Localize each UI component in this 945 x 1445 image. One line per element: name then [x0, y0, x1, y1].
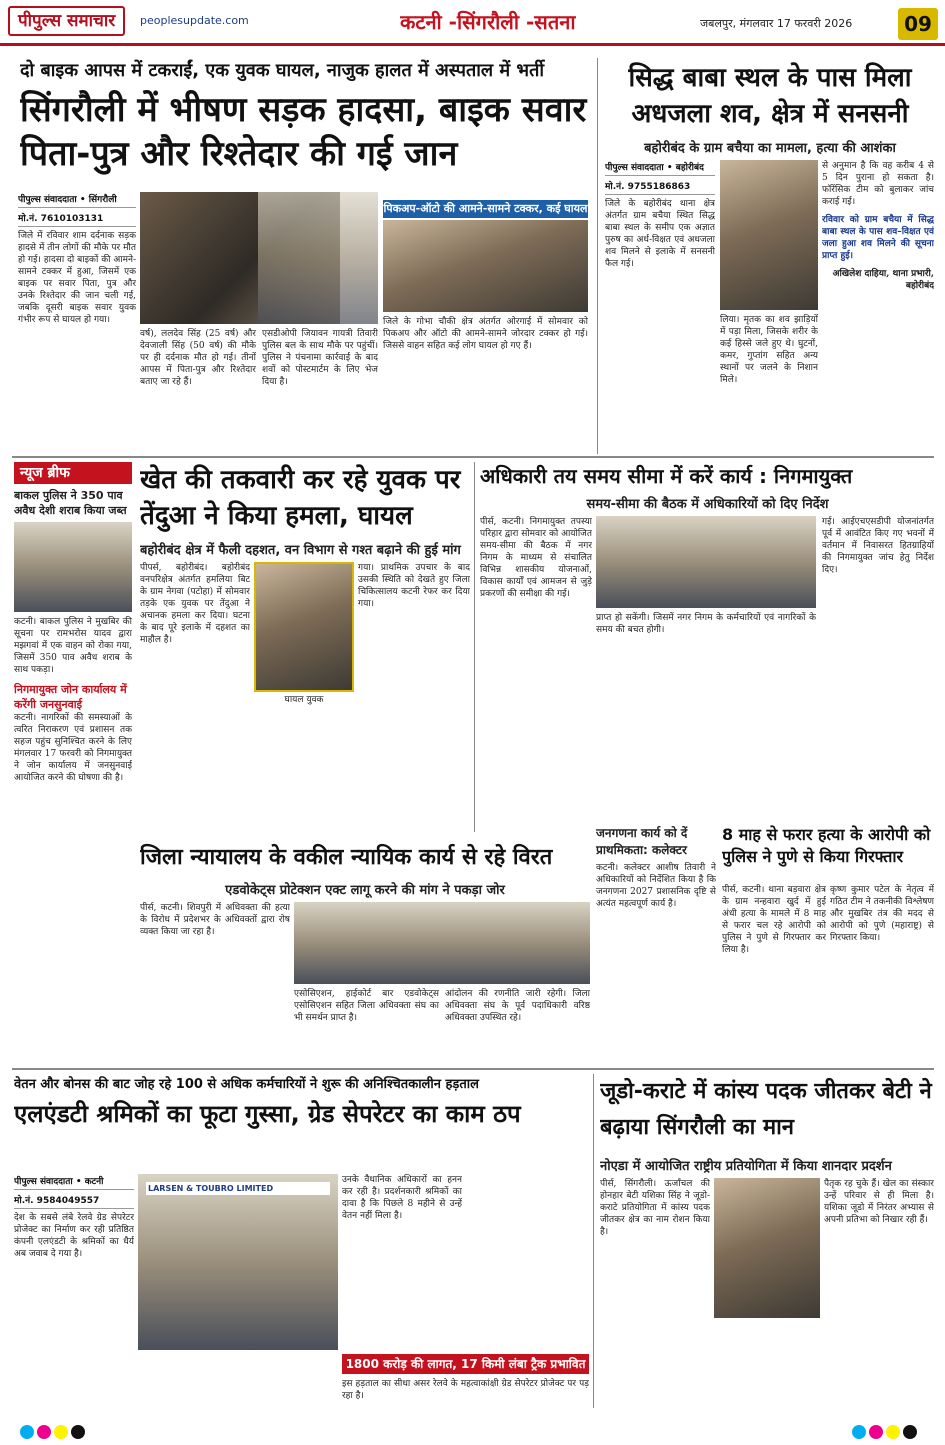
workers-protest-photo	[138, 1174, 338, 1350]
story2-signoff: अखिलेश दाहिया, थाना प्रभारी, बहोरीबंद	[832, 269, 934, 291]
story1-body1: जिले में रविवार शाम दर्दनाक सड़क हादसे में तीन लोगों की मौके पर मौत हो गई। हादसा दो बाइकों की आमने-सामने टक्कर में हुआ, जिसमें एक बाइक पर सवार पिता, पुत्र और उनके रिश्तेदार की जान चली गई, जबकि दूसरी बाइक सवार युवक गंभीर रूप से घायल हो गया।	[18, 231, 136, 325]
story5-body: कटनी। कलेक्टर आशीष तिवारी ने अधिकारियों को निर्देशित किया है कि जनगणना 2027 प्रशासनिक दृष्टि से अत्यंत महत्वपूर्ण कार्य है।	[596, 863, 716, 909]
story8-col1	[14, 1174, 134, 1404]
story8-box-body: इस हड़ताल का सीधा असर रेलवे के महत्वाकांक्षी ग्रेड सेपरेटर प्रोजेक्ट पर पड़ रहा है।	[342, 1379, 589, 1401]
story2-headline[interactable]: सिद्ध बाबा स्थल के पास मिला अधजला शव, क्षेत्र में सनसनी	[628, 63, 912, 129]
story4-body3: गई। आईएचएसडीपी योजनांतर्गत पूर्व में आवंटित किए गए भवनों में वर्तमान में निवासरत हितग्राहियों की निगमायुक्त जांच हेतु निर्देश दिए।	[822, 517, 934, 575]
section-title: कटनी -सिंगरौली -सतना	[400, 10, 576, 34]
story4-col2	[596, 612, 816, 816]
story1-byline: पीपुल्स संवाददाता • सिंगरौली	[18, 192, 136, 208]
story8-body2: उनके वैधानिक अधिकारों का हनन कर रही है। प्रदर्शनकारी श्रमिकों का दावा है कि पिछले 8 महीने से उन्हें वेतन नहीं मिला है।	[342, 1175, 462, 1221]
story9-col1	[600, 1178, 710, 1406]
story1-col1	[18, 192, 136, 452]
story1-kicker: दो बाइक आपस में टकराईं, एक युवक घायल, नाजुक हालत में अस्पताल में भर्ती	[20, 60, 544, 81]
story8-phone: मो.नं. 9584049557	[14, 1193, 134, 1209]
lt-signboard: LARSEN & TOUBRO LIMITED	[146, 1182, 330, 1195]
story9-col2	[824, 1178, 934, 1406]
story1-headline[interactable]: सिंगरौली में भीषण सड़क हादसा, बाइक सवार पिता-पुत्र और रिश्तेदार की गई जान	[20, 90, 587, 174]
brief-item2-title[interactable]: निगमायुक्त जोन कार्यालय में करेंगी जनसुनवाई	[14, 683, 127, 711]
section-divider	[12, 456, 934, 458]
story4-subhead: समय-सीमा की बैठक में अधिकारियों को दिए निर्देश	[586, 497, 829, 512]
story3-subhead: बहोरीबंद क्षेत्र में फैली दहशत, वन विभाग से गश्त बढ़ाने की हुई मांग	[140, 543, 461, 558]
story2-body2: लिया। मृतक का शव झाड़ियों में पड़ा मिला, जिसके शरीर के कई हिस्से जले हुए थे। घुटनों, कमर, गुप्तांग सहित अन्य स्थानों पर जलने के निशान मिले।	[720, 315, 818, 385]
brief-item2-body: कटनी। नागरिकों की समस्याओं के त्वरित निराकरण एवं प्रशासन तक सहज पहुंच सुनिश्चित करने के लिए मंगलवार 17 फरवरी को निगमायुक्त ने जोन कार्यालय में जनसुनवाई आयोजित करने की घोषणा की है।	[14, 713, 132, 783]
news-brief-column	[14, 488, 132, 1028]
story7-col3	[445, 988, 590, 1062]
story1-side	[383, 316, 588, 454]
injured-youth-photo	[254, 562, 354, 692]
story7-headline[interactable]: जिला न्यायालय के वकील न्यायिक कार्य से रहे विरत	[140, 845, 553, 870]
story2-phone: मो.नं. 9755186863	[605, 179, 715, 195]
column-divider	[597, 58, 598, 454]
brief-item1-title[interactable]: बाकल पुलिस ने 350 पाव अवैध देशी शराब किया जब्त	[14, 489, 127, 517]
story7-subhead: एडवोकेट्स प्रोटेक्शन एक्ट लागू करने की मांग ने पकड़ा जोर	[225, 883, 505, 898]
print-color-marks-right	[720, 1424, 920, 1440]
print-color-marks	[20, 1424, 220, 1440]
story5-column	[596, 824, 716, 1064]
story1-col3	[262, 328, 378, 454]
story3-body1: पीपर्स, बहोरीबंद। बहोरीबंद वनपरिक्षेत्र अंतर्गत हमलिया बिट के ग्राम नेगवा (पटोहा) में सोमवार तड़के एक युवक पर तेंदुआ ने अचानक हमला कर दिया। घटना के बाद पूरे इलाके में दहशत का माहौल है।	[140, 563, 250, 645]
section-divider-2	[12, 1068, 934, 1070]
collision-photo	[383, 220, 588, 312]
news-brief-label: न्यूज ब्रीफ	[14, 462, 132, 484]
story6-col2	[830, 884, 934, 1064]
story7-body3: आंदोलन की रणनीति जारी रहेगी। जिला अधिवक्ता संघ के पूर्व पदाधिकारी वरिष्ठ अधिवक्ता उपस्थित रहे।	[445, 989, 590, 1023]
story8-col2	[342, 1174, 462, 1350]
story1-col2	[140, 328, 256, 454]
story3-col2	[358, 562, 470, 832]
story2-col3	[822, 160, 934, 454]
story5-label[interactable]: जनगणना कार्य को दें प्राथमिकता: कलेक्टर	[596, 826, 688, 857]
story2-byline: पीपुल्स संवाददाता • बहोरीबंद	[605, 160, 715, 176]
issue-date: जबलपुर, मंगलवार 17 फरवरी 2026	[700, 17, 853, 30]
story9-body1: पीर्स, सिंगरौली। ऊर्जांचल की होनहार बेटी यशिका सिंह ने जूडो-कराटे प्रतियोगिता में कांस्य पदक जीतकर क्षेत्र का नाम रोशन किया है।	[600, 1179, 710, 1237]
story1-side-body: जिले के गोभा चौकी क्षेत्र अंतर्गत ओरगाई में सोमवार को पिकअप और ऑटो की आमने-सामने जोरदार टक्कर हो गई। जिससे वाहन सहित कई लोग घायल हो गए हैं।	[383, 317, 588, 351]
story6-body1: पीर्स, कटनी। थाना बड़वारा क्षेत्र के ग्राम नन्हवारा खुर्द में हुई अंधी हत्या के मामले में 8 माह से फरार चल रहे आरोपी को पुलिस ने पुणे से गिरफ्तार कर लिया है।	[722, 885, 826, 955]
story8-headline[interactable]: एलएंडटी श्रमिकों का फूटा गुस्सा, ग्रेड सेपरेटर का काम ठप	[14, 1100, 521, 1128]
story2-col1	[605, 160, 715, 454]
website-link[interactable]: peoplesupdate.com	[140, 14, 249, 27]
column-divider-2	[474, 462, 475, 832]
story9-headline[interactable]: जूडो-कराटे में कांस्य पदक जीतकर बेटी ने बढ़ाया सिंगरौली का मान	[600, 1079, 932, 1140]
story7-body2: एसोसिएशन, हाईकोर्ट बार एडवोकेट्स एसोसिएशन सहित जिला अधिवक्ता संघ का भी समर्थन प्राप्त है।	[294, 989, 439, 1023]
story4-body1: पीर्स, कटनी। निगमायुक्त तपस्या परिहार द्वारा सोमवार को आयोजित समय-सीमा की बैठक में नगर निगम के माध्यम से संचालित विभिन्न शासकीय योजनाओं, विकास कार्यों एवं आमजन से जुड़े प्रकरणों की समीक्षा की गई।	[480, 517, 592, 599]
story2-col2	[720, 314, 818, 454]
story3-body2: गया। प्राथमिक उपचार के बाद उसकी स्थिति को देखते हुए जिला चिकित्सालय कटनी रेफर कर दिया गया।	[358, 563, 470, 609]
story8-byline: पीपुल्स संवाददाता • कटनी	[14, 1174, 134, 1190]
story7-col1	[140, 902, 290, 1062]
story7-body1: पीर्स, कटनी। शिवपुरी में अधिवक्ता की हत्या के विरोध में प्रदेशभर के अधिवक्तों द्वारा रोष व्यक्त किया जा रहा है।	[140, 903, 290, 937]
story8-box-title: 1800 करोड़ की लागत, 17 किमी लंबा ट्रैक प्रभावित	[342, 1354, 589, 1374]
story4-col1	[480, 516, 592, 816]
body-found-photo	[720, 160, 818, 310]
story3-caption: घायल युवक	[284, 695, 324, 705]
story3-headline[interactable]: खेत की तकवारी कर रहे युवक पर तेंदुआ ने किया हमला, घायल	[140, 465, 461, 531]
accident-photo-2	[258, 192, 378, 324]
story4-col3	[822, 516, 934, 816]
story6-body2: कृष्ण कुमार पटेल के नेतृत्व में गठित टीम ने तकनीकी विश्लेषण और मुखबिर तंत्र की मदद से आरोपी को पुणे (महाराष्ट्र) से गिरफ्तार किया।	[830, 885, 934, 943]
story6-col1	[722, 884, 826, 1064]
story9-body2: पैतृक रह चुके हैं। खेल का संस्कार उन्हें परिवार से ही मिला है। यशिका जूडो में निरंतर अभ्यास से अपनी प्रतिभा को निखार रही हैं।	[824, 1179, 934, 1225]
story4-headline[interactable]: अधिकारी तय समय सीमा में करें कार्य : निगमायुक्त	[480, 464, 853, 488]
story1-photo-caption: पिकअप-ऑटो की आमने-सामने टक्कर, कई घायल	[383, 200, 588, 218]
brand-logo[interactable]: पीपुल्स समाचार	[8, 6, 125, 36]
story3-col1	[140, 562, 250, 832]
story8-body1: देश के सबसे लंबे रेलवे ग्रेड सेपरेटर प्रोजेक्ट का निर्माण कर रही प्रतिष्ठित कंपनी एलएंडटी के श्रमिकों का धैर्य अब जवाब दे गया है।	[14, 1213, 134, 1259]
liquor-seizure-photo	[14, 522, 132, 612]
judo-athlete-photo	[714, 1178, 820, 1318]
story2-body1: जिले के बहोरीबंद थाना क्षेत्र अंतर्गत ग्राम बचैया स्थित सिद्ध बाबा स्थल के समीप एक अज्ञात पुरुष का अर्ध-विक्षत एवं अधजला शव मिलने से इलाके में सनसनी फैल गई।	[605, 199, 715, 269]
story2-subhead: बहोरीबंद के ग्राम बचैया का मामला, हत्या की आशंका	[644, 141, 896, 156]
page-number: 09	[898, 8, 938, 40]
story2-body3: से अनुमान है कि वह करीब 4 से 5 दिन पुराना हो सकता है। फॉरेंसिक टीम को बुलाकर जांच कराई गई।	[822, 161, 934, 207]
column-divider-3	[593, 1074, 594, 1408]
story2-note: रविवार को ग्राम बचैया में सिद्ध बाबा स्थल के पास शव–विक्षत एवं जला हुआ शव मिलने की सूचना प्राप्त हुई।	[822, 215, 934, 261]
story1-phone: मो.नं. 7610103131	[18, 211, 136, 227]
story6-headline[interactable]: 8 माह से फरार हत्या के आरोपी को पुलिस ने पुणे से किया गिरफ्तार	[722, 825, 931, 866]
lawyers-group-photo	[294, 902, 590, 984]
story8-kicker: वेतन और बोनस की बाट जोह रहे 100 से अधिक कर्मचारियों ने शुरू की अनिश्चितकालीन हड़ताल	[14, 1077, 479, 1092]
story7-col2	[294, 988, 439, 1062]
masthead	[0, 0, 945, 46]
story9-subhead: नोएडा में आयोजित राष्ट्रीय प्रतियोगिता में किया शानदार प्रदर्शन	[600, 1159, 892, 1174]
story1-body2: वर्ष), ललदेव सिंह (25 वर्ष) और देवजाली सिंह (50 वर्ष) की मौके पर ही दर्दनाक मौत हो गई। तीनों आपस में पिता-पुत्र और रिश्तेदार बताए जा रहे हैं।	[140, 329, 256, 387]
meeting-photo	[596, 516, 816, 608]
story1-body3: एसडीओपी जियावन गायत्री तिवारी पुलिस बल के साथ मौके पर पहुंचीं। पुलिस ने पंचनामा कार्रवाई के बाद शवों को पोस्टमार्टम के लिए भेज दिया है।	[262, 329, 378, 387]
brief-item1-body: कटनी। बाकल पुलिस ने मुखबिर की सूचना पर रामभरोस यादव द्वारा मझगवां में एक वाहन को रोका गया, जिसमें 350 पाव अवैध शराब के साथ पकड़ा।	[14, 617, 132, 675]
story8-box	[342, 1378, 589, 1408]
story4-body2: प्राप्त हो सकेंगी। जिसमें नगर निगम के कर्मचारियों एवं नागरिकों के समय की बचत होगी।	[596, 613, 816, 635]
